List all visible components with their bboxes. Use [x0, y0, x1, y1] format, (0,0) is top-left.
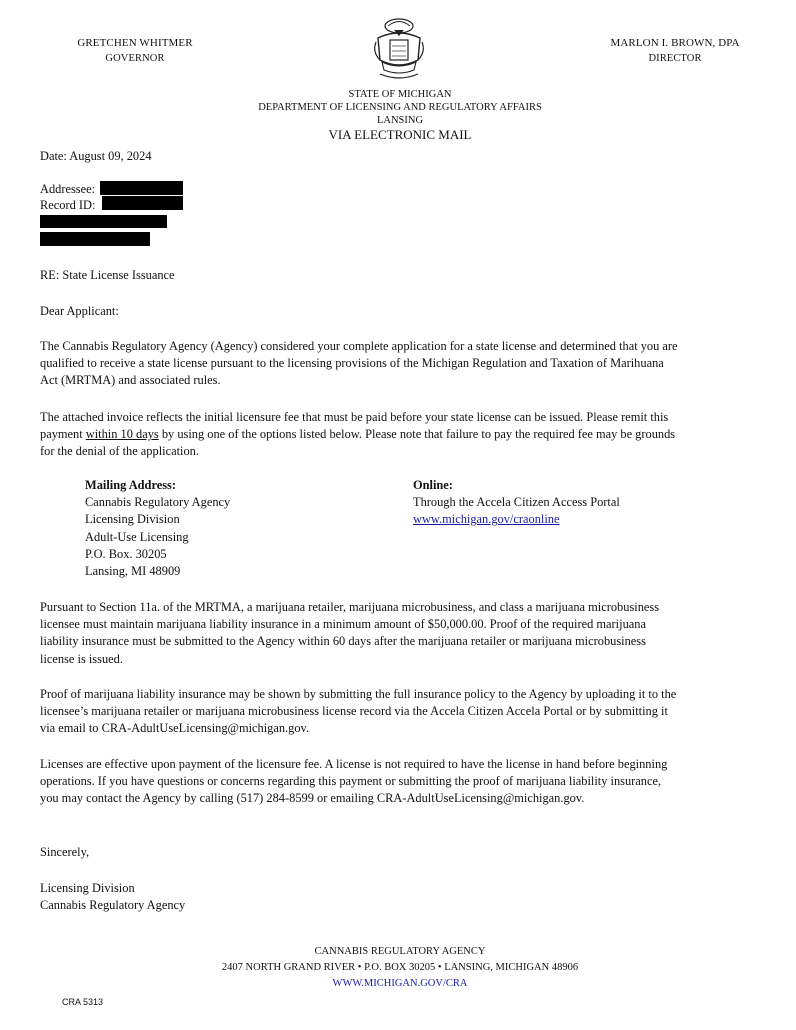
redaction-address-line-1: [40, 215, 167, 228]
mailing-line: Adult-Use Licensing: [85, 529, 189, 544]
mailing-line: Cannabis Regulatory Agency: [85, 495, 231, 510]
invoice-text-start: The attached invoice reflects the initial licensure fee that must be paid before your state license can be issued. Please remit this payment: [40, 410, 669, 442]
redaction-addressee: [100, 181, 183, 195]
mailing-line: P.O. Box. 30205: [85, 546, 167, 561]
addressee-label: Addressee:: [40, 182, 96, 196]
signature-agency: Cannabis Regulatory Agency: [40, 898, 186, 913]
michigan-seal-icon: [368, 16, 430, 82]
payment-deadline: within 10 days: [85, 427, 159, 442]
form-id: CRA 5313: [62, 997, 104, 1007]
paragraph-insurance-requirement: Pursuant to Section 11a. of the MRTMA, a marijuana retailer, marijuana microbusiness, and class a marijuana microbusiness licensee must maintain marijuana liability insurance in a minimum amount of $50,000.00. Proof of the required marijuana liability insurance must be submitted to the Agency within 60 days after the marijuana retailer or marijuana microbusiness license is issued.: [40, 600, 660, 666]
city-name: LANSING: [376, 115, 424, 126]
department-name: DEPARTMENT OF LICENSING AND REGULATORY AFFAIRS: [258, 102, 542, 113]
mailing-line: Lansing, MI 48909: [85, 564, 181, 579]
online-text: Through the Accela Citizen Access Portal: [413, 495, 620, 510]
redaction-record-id: [102, 196, 183, 210]
footer-address: 2407 NORTH GRAND RIVER • P.O. BOX 30205 • LANSING, MICHIGAN 48906: [221, 962, 579, 973]
redaction-address-line-2: [40, 232, 150, 246]
state-name: STATE OF MICHIGAN: [348, 89, 452, 100]
paragraph-insurance-proof: Proof of marijuana liability insurance may be shown by submitting the full insurance policy to the Agency by uploading it to the licensee’s marijuana retailer or marijuana microbusiness license record via the Accela Citizen Accela Portal or by submitting it via email to CRA-AdultUseLicensing@michigan.gov.: [40, 687, 677, 736]
footer: [150, 944, 650, 992]
salutation: Dear Applicant:: [40, 304, 119, 318]
delivery-method: VIA ELECTRONIC MAIL: [328, 127, 472, 142]
online-payment-block: [413, 477, 620, 529]
director-block: [590, 37, 760, 64]
footer-agency: CANNABIS REGULATORY AGENCY: [314, 946, 486, 957]
mailing-line: Licensing Division: [85, 512, 180, 527]
mailing-heading: Mailing Address:: [85, 478, 176, 492]
governor-block: [40, 37, 230, 64]
addressee-block: [40, 181, 95, 213]
department-header: [200, 88, 600, 142]
invoice-text-end: by using one of the options listed below. Please note that failure to pay the required fee may be grounds for the denial of the application.: [40, 427, 676, 459]
footer-website[interactable]: WWW.MICHIGAN.GOV/CRA: [332, 978, 468, 989]
online-heading: Online:: [413, 478, 453, 492]
letter-date: Date: August 09, 2024: [40, 149, 152, 163]
signature-block: [40, 880, 185, 914]
closing-sincerely: Sincerely,: [40, 845, 90, 859]
governor-name: GRETCHEN WHITMER: [77, 37, 193, 49]
re-line: RE: State License Issuance: [40, 268, 175, 282]
governor-title: GOVERNOR: [105, 53, 165, 64]
director-name: MARLON I. BROWN, DPA: [610, 37, 740, 49]
record-id-label: Record ID:: [40, 198, 96, 212]
paragraph-license-effective: Licenses are effective upon payment of the licensure fee. A license is not required to have the license in hand before beginning operations. If you have questions or concerns regarding this payment or submitting the proof of marijuana liability insurance, you may contact the Agency by calling (517) 284-8599 or emailing CRA-AdultUseLicensing@michigan.gov.: [40, 757, 668, 806]
cra-online-link[interactable]: www.michigan.gov/craonline: [413, 512, 560, 527]
signature-division: Licensing Division: [40, 881, 135, 895]
director-title: DIRECTOR: [648, 53, 702, 64]
paragraph-invoice: [40, 409, 680, 461]
mailing-address-block: [85, 477, 230, 580]
paragraph-approval: The Cannabis Regulatory Agency (Agency) considered your complete application for a state license and determined that you are qualified to receive a state license pursuant to the licensing provisions of the Michigan Regulation and Taxation of Marihuana Act (MRTMA) and associated rules.: [40, 339, 678, 388]
